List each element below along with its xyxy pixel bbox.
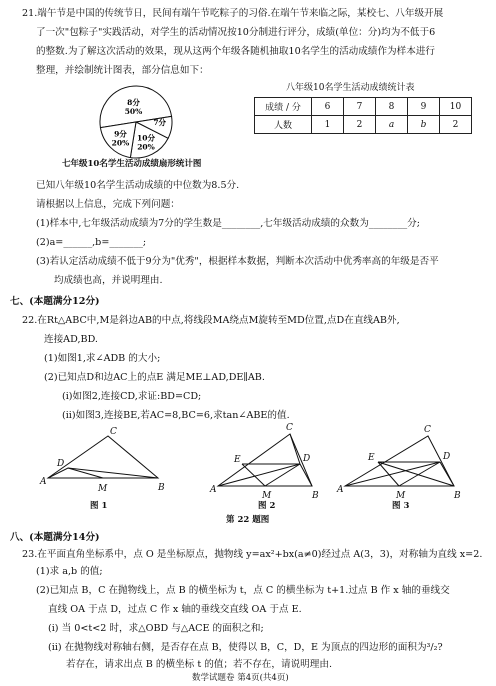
label-A: A	[337, 485, 344, 495]
table-title: 八年级10名学生活动成绩统计表	[286, 83, 415, 93]
table-cell: 2	[440, 116, 472, 134]
pie-slice-percent: 20%	[137, 142, 155, 152]
pie-slice-label: 7分	[153, 117, 167, 127]
label-D: D	[303, 454, 311, 464]
section7-heading: 七、(本题满分12分)	[10, 296, 100, 307]
table-cell: 8	[376, 98, 408, 116]
table-cell: 10	[440, 98, 472, 116]
label-A: A	[40, 477, 47, 487]
pie-caption: 七年级10名学生活动成绩扇形统计图	[62, 159, 202, 169]
table-cell: 6	[312, 98, 344, 116]
table-cell: 人数	[255, 116, 312, 134]
figures-caption: 第 22 题图	[226, 515, 270, 525]
figure-2-caption: 图 2	[258, 501, 276, 511]
q22-line2: 连接AD,BD.	[44, 334, 98, 345]
label-B: B	[312, 491, 319, 501]
q21-line2: 了一次"包粽子"实践活动，对学生的活动情况按10分制进行评分，成绩(单位：分)均为不低于6	[36, 27, 436, 38]
label-C: C	[286, 423, 293, 433]
pie-slice-label: 8分	[127, 98, 140, 108]
q22-line1: 22.在Rt△ABC中,M是斜边AB的中点,将线段MA绕点M旋转至MD位置,点D在直线AB外,	[22, 315, 400, 326]
q23-line3: (2)已知点 B，C 在抛物线上，点 B 的横坐标为 t，点 C 的横坐标为 t+1.过点 B 作 x 轴的垂线交	[36, 585, 450, 596]
table-cell: 1	[312, 116, 344, 134]
table-row	[255, 116, 472, 134]
table-header-row	[255, 98, 472, 116]
q21-part2: (2)a=______,b=_______;	[36, 237, 147, 248]
q21-part3b: 均成绩也高，并说明理由.	[54, 275, 163, 286]
q22-line4: (2)已知点D和边AC上的点E 满足ME⊥AD,DE∥AB.	[44, 372, 265, 383]
pie-slice-label: 10分	[137, 133, 155, 143]
q21-part3a: (3)若认定活动成绩不低于9分为"优秀"，根据样本数据，判断本次活动中优秀率高的年级是否平	[36, 256, 439, 267]
q21-line1: 21.端午节是中国的传统节日，民间有端午节吃粽子的习俗.在端午节来临之际，某校七、八年级开展	[22, 8, 444, 19]
q22-line5: (i)如图2,连接CD,求证:BD=CD;	[62, 391, 202, 402]
table-cell: b	[408, 116, 440, 134]
q21-prompt: 请根据以上信息，完成下列问题：	[36, 199, 180, 210]
table-cell: 9	[408, 98, 440, 116]
label-A: A	[210, 485, 217, 495]
label-E: E	[368, 453, 375, 463]
label-C: C	[110, 427, 117, 437]
label-D: D	[443, 452, 451, 462]
q22-line3: (1)如图1,求∠ADB 的大小;	[44, 353, 161, 364]
q21-line4: 整理，并绘制统计图表，部分信息如下：	[36, 65, 209, 76]
label-M: M	[396, 491, 406, 501]
table-cell: 成绩 / 分	[255, 98, 312, 116]
q23-line4: 直线 OA 于点 D，过点 C 作 x 轴的垂线交直线 OA 于点 E.	[48, 604, 302, 615]
score-table	[254, 97, 472, 134]
q23-line2: (1)求 a,b 的值;	[36, 566, 103, 577]
pie-slice-percent: 50%	[124, 107, 143, 117]
label-B: B	[158, 483, 165, 493]
pie-chart	[96, 82, 176, 162]
table-cell: 7	[344, 98, 376, 116]
geometry-figures	[0, 418, 496, 518]
q23-line7: 若存在，请求出点 B 的横坐标 t 的值；若不存在，请说明理由.	[66, 659, 332, 670]
section8-heading: 八、(本题满分14分)	[10, 532, 100, 543]
pie-slice-percent: 20%	[111, 138, 130, 148]
figure-2	[209, 423, 319, 501]
q22-line6: (ii)如图3,连接BE,若AC=8,BC=6,求tan∠ABE的值.	[62, 410, 290, 421]
table-cell: a	[376, 116, 408, 134]
table-cell: 2	[344, 116, 376, 134]
figure-3	[336, 425, 461, 501]
figure-1	[39, 427, 165, 494]
label-M: M	[262, 491, 272, 501]
q23-line1: 23.在平面直角坐标系中，点 O 是坐标原点，抛物线 y=ax²+bx(a≠0)经过点 A(3，3)，对称轴为直线 x=2.	[22, 549, 483, 560]
label-M: M	[98, 484, 108, 494]
label-B: B	[454, 491, 461, 501]
pie-slice-label: 9分	[114, 129, 127, 139]
label-D: D	[57, 459, 65, 469]
q21-line3: 的整数.为了解这次活动的效果，现从这两个年级各随机抽取10名学生的活动成绩作为样本进行	[36, 46, 436, 57]
page-footer: 数学试题卷 第4页(共4页)	[192, 673, 289, 683]
label-E: E	[234, 455, 241, 465]
q23-line6: (ⅱ) 在抛物线对称轴右侧，是否存在点 B，使得以 B，C，D，E 为顶点的四边形的面积为³/₂?	[48, 642, 443, 653]
label-C: C	[424, 425, 431, 435]
q21-part1: (1)样本中,七年级活动成绩为7分的学生数是________,七年级活动成绩的众数为________分;	[36, 218, 420, 229]
q21-info: 已知八年级10名学生活动成绩的中位数为8.5分.	[36, 180, 240, 191]
q23-line5: (ⅰ) 当 0<t<2 时，求△OBD 与△ACE 的面积之和;	[48, 623, 264, 634]
figure-3-caption: 图 3	[392, 501, 410, 511]
figure-1-caption: 图 1	[90, 501, 108, 511]
